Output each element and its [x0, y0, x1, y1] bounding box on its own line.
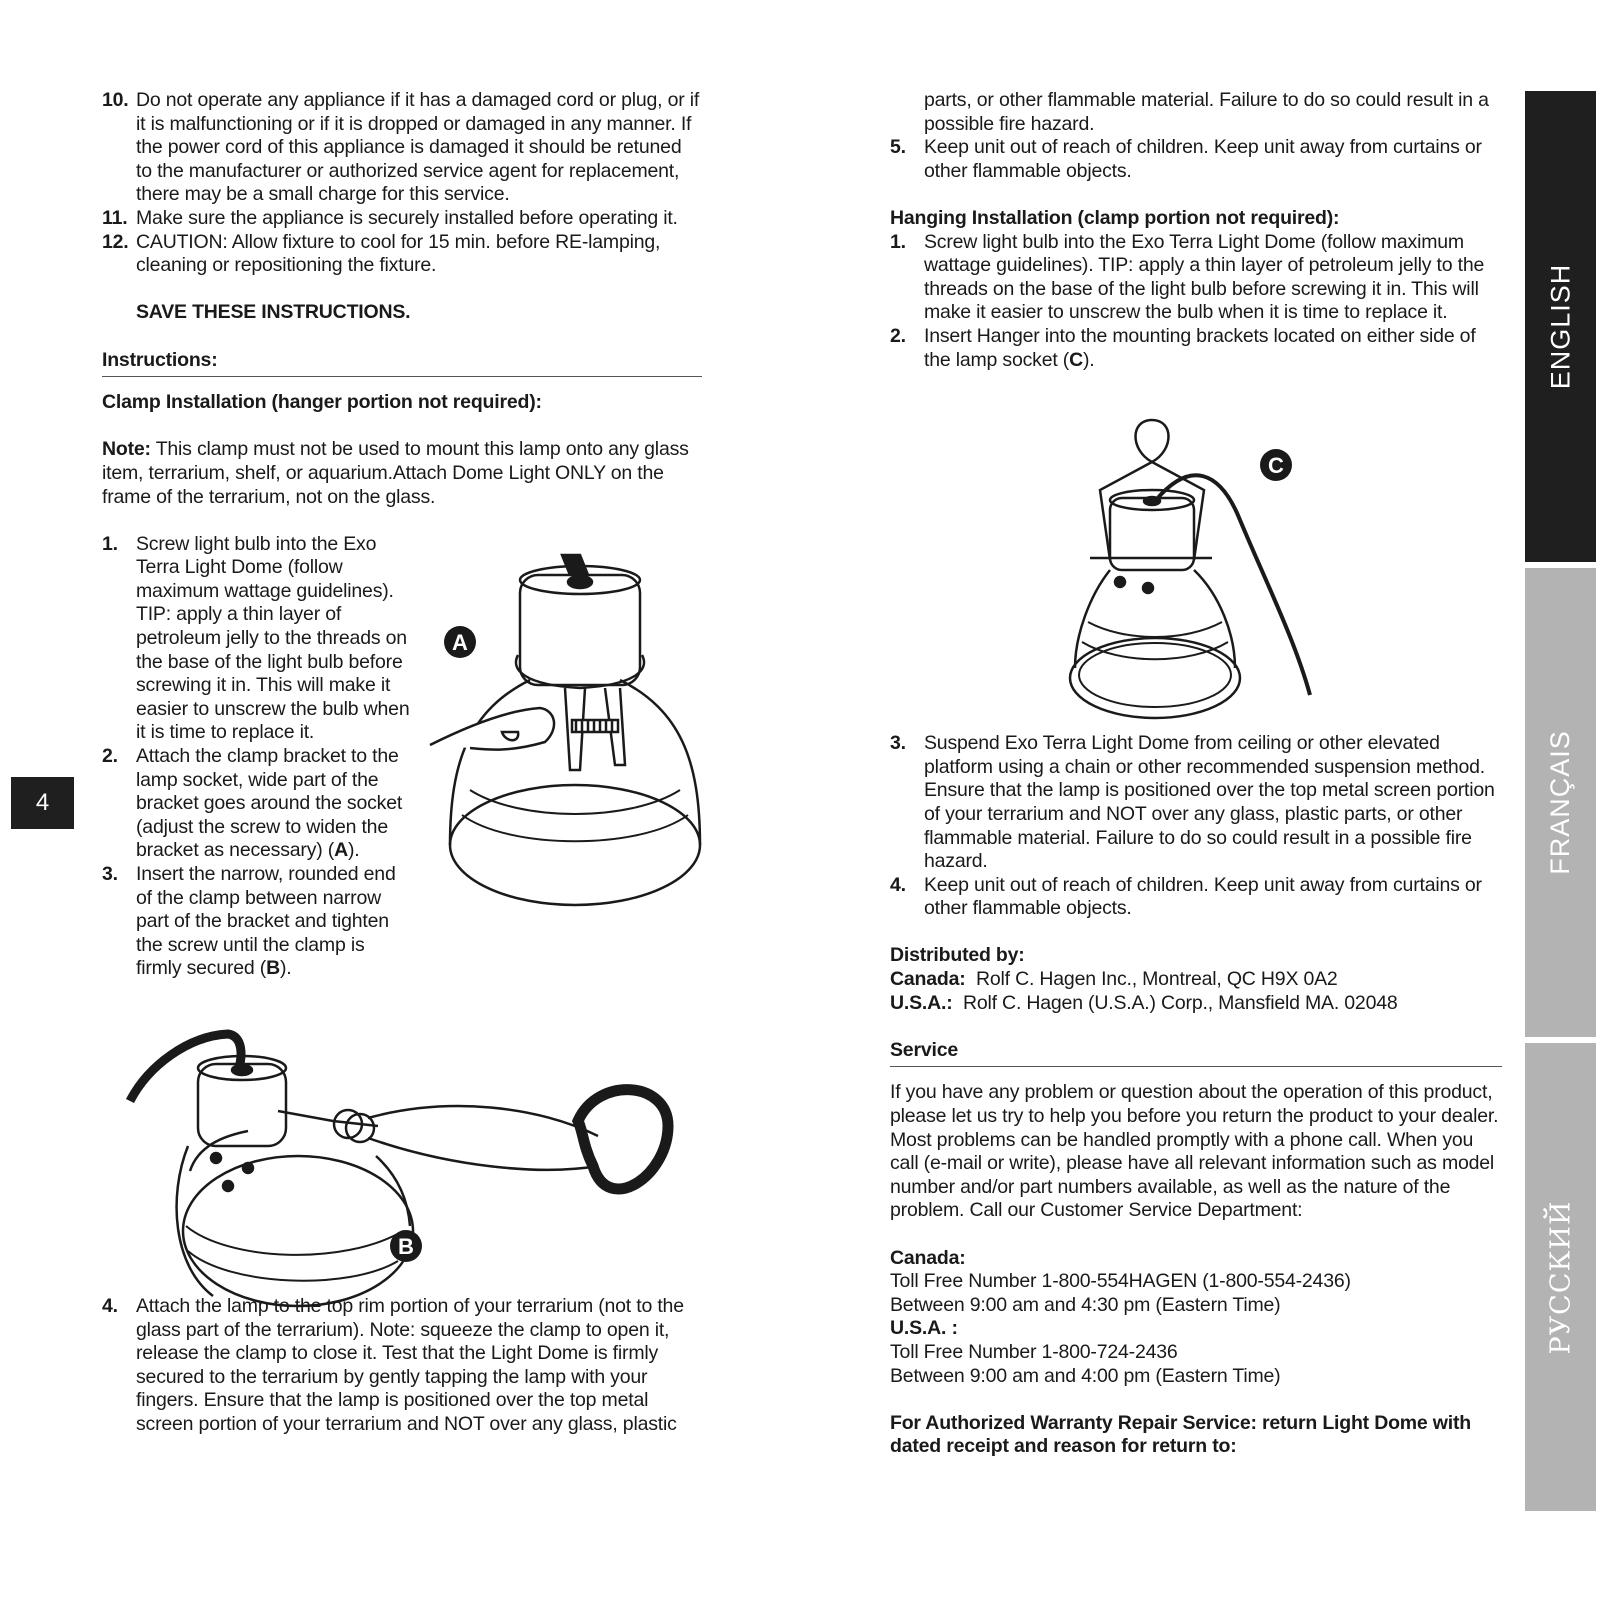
badge-a-label: A	[452, 630, 468, 655]
service-usa-label: U.S.A. :	[890, 1317, 958, 1340]
tab-russian-label: РУССКИЙ	[1545, 1200, 1577, 1354]
service-canada-hours: Between 9:00 am and 4:30 pm (Eastern Time)	[890, 1293, 1281, 1316]
warranty-text: For Authorized Warranty Repair Service: return Light Dome with dated receipt and reason for return to:	[890, 1411, 1471, 1458]
safety-item-10	[102, 89, 702, 207]
badge-c	[1259, 448, 1293, 482]
distributor-usa: U.S.A.: Rolf C. Hagen (U.S.A.) Corp., Mansfield MA. 02048	[890, 991, 1398, 1014]
hanging-step-1	[890, 231, 1502, 325]
hanging-step-4	[890, 874, 1502, 921]
step-number: 4.	[890, 873, 906, 896]
item-text: Keep unit out of reach of children. Keep unit away from curtains or other flammable objects.	[924, 136, 1482, 182]
step-number: 1.	[890, 230, 906, 253]
figure-ref: B	[266, 957, 280, 980]
note-label: Note:	[102, 438, 151, 461]
item-number: 10.	[102, 89, 129, 111]
step-text: Attach the lamp to the top rim portion of your terrarium (not to the glass part of the terrarium). Note: squeeze the clamp to open it, release the clamp to close it. Test that the Light Dome is firmly secured to the terrarium by gently tapping the lamp with your fingers. Ensure that the lamp is positioned over the top metal screen portion of your terrarium and NOT over any glass, plastic	[136, 1294, 684, 1435]
item-number: 11.	[102, 206, 128, 229]
tab-english-label: ENGLISH	[1545, 263, 1576, 390]
service-canada-label: Canada:	[890, 1246, 966, 1269]
service-usa-hours: Between 9:00 am and 4:00 pm (Eastern Time)	[890, 1364, 1281, 1387]
item-number: 12.	[102, 230, 129, 253]
safety-item-5	[890, 136, 1502, 183]
figure-b-illustration	[128, 1026, 688, 1330]
step-text: Attach the clamp bracket to the lamp socket, wide part of the bracket goes around the socket (adjust the screw to widen the bracket as necessary) (A).	[136, 745, 403, 862]
tab-english[interactable]	[1525, 91, 1596, 562]
service-heading: Service	[890, 1038, 958, 1061]
step-number: 3.	[890, 732, 906, 755]
safety-item-12	[102, 231, 702, 278]
item-number: 5.	[890, 136, 906, 159]
badge-c-label: C	[1268, 453, 1284, 478]
note-text: This clamp must not be used to mount this lamp onto any glass item, terrarium, shelf, or aquarium.Attach Dome Light ONLY on the frame of the terrarium, not on the glass.	[102, 438, 689, 508]
clamp-note	[102, 438, 702, 509]
safety-item-11	[102, 207, 702, 231]
figure-a-illustration	[430, 560, 710, 930]
instructions-heading: Instructions:	[102, 348, 218, 371]
hanging-step-2	[890, 325, 1502, 372]
step-text: Insert the narrow, rounded end of the clamp between narrow part of the bracket and tighten the screw until the clamp is firmly secured (B).	[136, 863, 396, 980]
badge-a	[443, 625, 477, 659]
right-column	[890, 89, 1502, 1459]
tab-russian[interactable]	[1525, 1043, 1596, 1511]
step-number: 1.	[102, 532, 118, 555]
service-body: If you have any problem or question about the operation of this product, please let us try to help you before you return the product to your dealer. Most problems can be handled promptly with a phone call. When you call (e-mail or write), please have all relevant information such as model number and/or part numbers available, as well as the nature of the problem. Call our Customer Service Department:	[890, 1081, 1499, 1222]
figure-ref: A	[334, 839, 348, 862]
step-number: 2.	[890, 324, 906, 347]
step-text: Screw light bulb into the Exo Terra Light Dome (follow maximum wattage guidelines). TIP: apply a thin layer of petroleum jelly to the threads on the base of the light bulb before screwing it in. This will make it easier to unscrew the bulb when it is time to replace it.	[136, 532, 410, 744]
step-number: 3.	[102, 863, 118, 885]
distributor-canada: Canada: Rolf C. Hagen Inc., Montreal, QC H9X 0A2	[890, 968, 1338, 991]
distributed-heading: Distributed by:	[890, 944, 1025, 967]
clamp-steps-narrow	[102, 533, 414, 981]
hanging-heading: Hanging Installation (clamp portion not required):	[890, 206, 1340, 229]
badge-b-label: B	[398, 1234, 414, 1259]
clamp-step-1	[102, 533, 414, 745]
item-text: CAUTION: Allow fixture to cool for 15 min. before RE-lamping, cleaning or repositioning the fixture.	[136, 230, 661, 277]
step-text: Insert Hanger into the mounting brackets located on either side of the lamp socket (C).	[924, 324, 1476, 371]
clamp-step-2	[102, 745, 414, 863]
figure-c-illustration	[1070, 420, 1350, 740]
step-text: Keep unit out of reach of children. Keep unit away from curtains or other flammable objects.	[924, 873, 1482, 920]
step-text: Suspend Exo Terra Light Dome from ceiling or other elevated platform using a chain or other recommended suspension method. Ensure that the lamp is positioned over the top metal screen portion of your terrarium and NOT over any glass, plastic parts, or other flammable material. Failure to do so could result in a possible fire hazard.	[924, 732, 1495, 873]
save-instructions: SAVE THESE INSTRUCTIONS.	[136, 301, 411, 324]
item-text: Do not operate any appliance if it has a damaged cord or plug, or if it is malfunctioning or if it is dropped or damaged in any manner. If the power cord of this appliance is damaged it should be retuned to the manufacturer or authorized service agent for replacement, there may be a small charge for this service.	[136, 89, 700, 206]
step-number: 2.	[102, 745, 118, 768]
page-number: 4	[11, 777, 74, 829]
step-number: 4.	[102, 1294, 118, 1317]
clamp-heading: Clamp Installation (hanger portion not required):	[102, 391, 542, 414]
step-text: Screw light bulb into the Exo Terra Light Dome (follow maximum wattage guidelines). TIP: apply a thin layer of petroleum jelly to the threads on the base of the light bulb before screwing it in. This will make it easier to unscrew the bulb when it is time to replace it.	[924, 230, 1485, 324]
item-text: Make sure the appliance is securely installed before operating it.	[136, 206, 678, 229]
badge-b	[389, 1229, 423, 1263]
figure-ref: C	[1069, 348, 1083, 371]
tab-francais-label: FRANÇAIS	[1545, 730, 1575, 875]
hanging-step-3	[890, 732, 1502, 874]
service-canada-phone: Toll Free Number 1-800-554HAGEN (1-800-554-2436)	[890, 1270, 1351, 1293]
clamp-step-3	[102, 863, 414, 981]
service-usa-phone: Toll Free Number 1-800-724-2436	[890, 1340, 1178, 1363]
continued-text: parts, or other flammable material. Failure to do so could result in a possible fire hazard.	[924, 89, 1489, 135]
tab-francais[interactable]	[1525, 568, 1596, 1037]
